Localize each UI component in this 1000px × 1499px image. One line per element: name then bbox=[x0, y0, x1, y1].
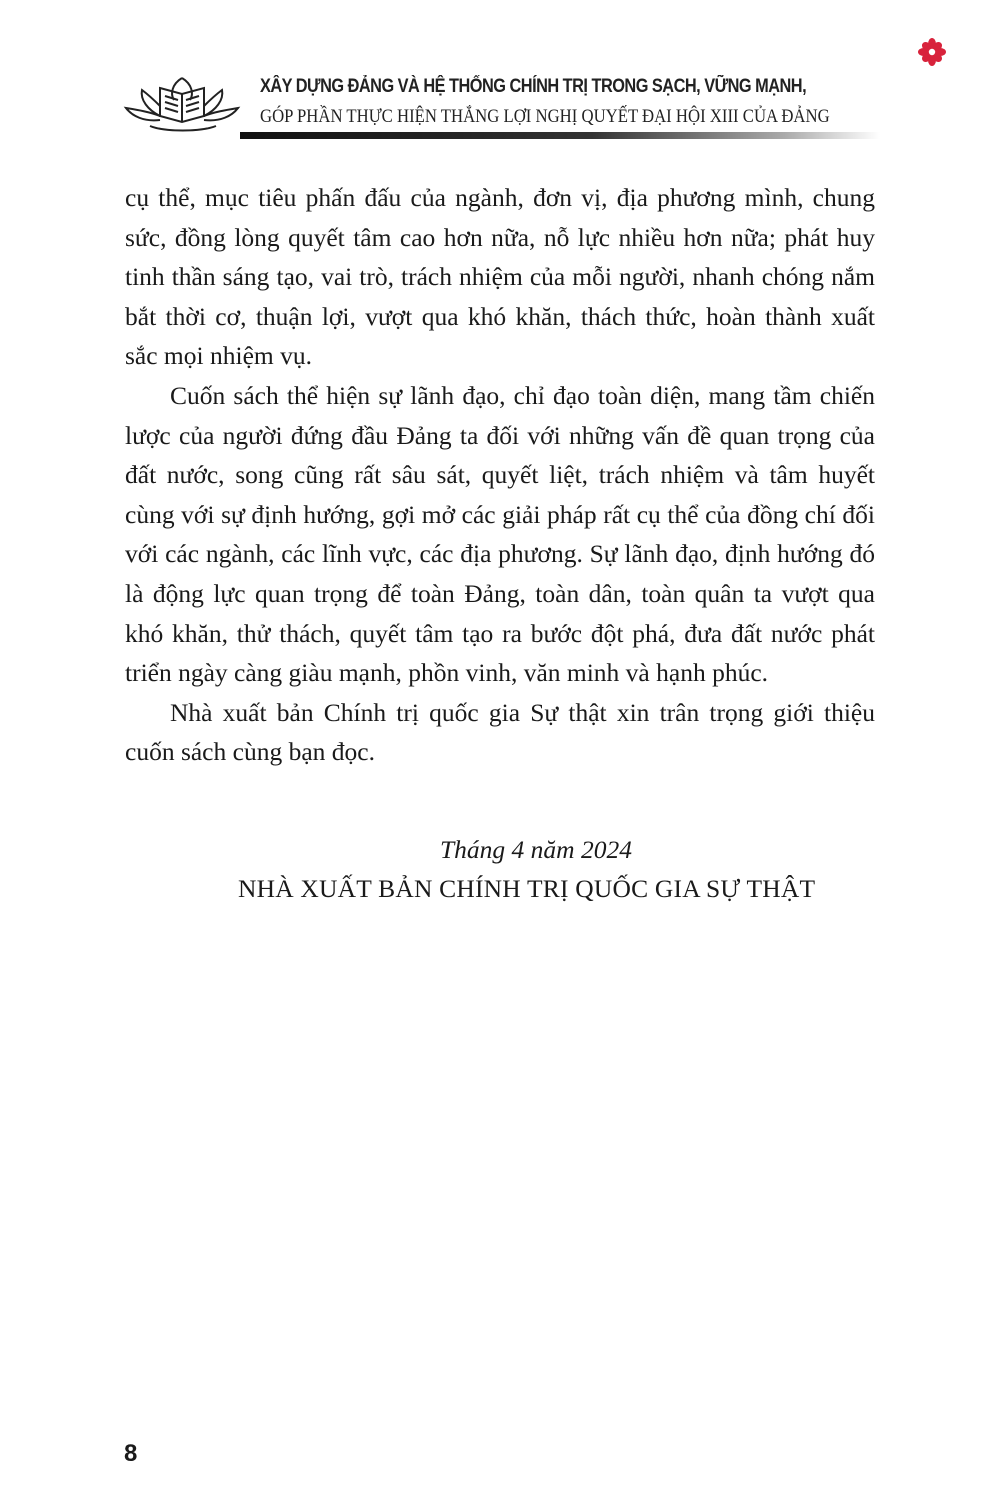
header-title-line1: XÂY DỰNG ĐẢNG VÀ HỆ THỐNG CHÍNH TRỊ TRONG SẠCH, VỮNG MẠNH, bbox=[260, 76, 807, 97]
book-lotus-icon bbox=[120, 70, 250, 140]
paragraph-continued: cụ thể, mục tiêu phấn đấu của ngành, đơn vị, địa phương mình, chung sức, đồng lòng quyết tâm cao hơn nữa, nỗ lực nhiều hơn nữa; phát huy tinh thần sáng tạo, vai trò, trách nhiệm của mỗi người, nhanh chóng nắm bắt thời cơ, thuận lợi, vượt qua khó khăn, thách thức, hoàn thành xuất sắc mọi nhiệm vụ. bbox=[125, 183, 875, 371]
body-text bbox=[125, 178, 875, 772]
header-rule bbox=[240, 132, 880, 139]
signature-publisher: NHÀ XUẤT BẢN CHÍNH TRỊ QUỐC GIA SỰ THẬT bbox=[238, 874, 816, 903]
page-number: 8 bbox=[124, 1440, 138, 1467]
flower-icon bbox=[918, 38, 946, 66]
header-title-line2: GÓP PHẦN THỰC HIỆN THẮNG LỢI NGHỊ QUYẾT ĐẠI HỘI XIII CỦA ĐẢNG bbox=[260, 106, 830, 127]
paragraph-book-summary: Cuốn sách thể hiện sự lãnh đạo, chỉ đạo toàn diện, mang tầm chiến lược của người đứng đầu Đảng ta đối với những vấn đề quan trọng của đất nước, song cũng rất sâu sát, quyết liệt, trách nhiệm và tâm huyết cùng với sự định hướng, gợi mở các giải pháp rất cụ thể của đồng chí đối với các ngành, các lĩnh vực, các địa phương. Sự lãnh đạo, định hướng đó là động lực quan trọng để toàn Đảng, toàn dân, toàn quân ta vượt qua khó khăn, thử thách, quyết tâm tạo ra bước đột phá, đưa đất nước phát triển ngày càng giàu mạnh, phồn vinh, văn minh và hạnh phúc. bbox=[125, 380, 875, 688]
signature-date: Tháng 4 năm 2024 bbox=[440, 835, 632, 864]
running-header bbox=[120, 70, 880, 150]
paragraph-introduction: Nhà xuất bản Chính trị quốc gia Sự thật xin trân trọng giới thiệu cuốn sách cùng bạn đọc. bbox=[125, 697, 875, 767]
